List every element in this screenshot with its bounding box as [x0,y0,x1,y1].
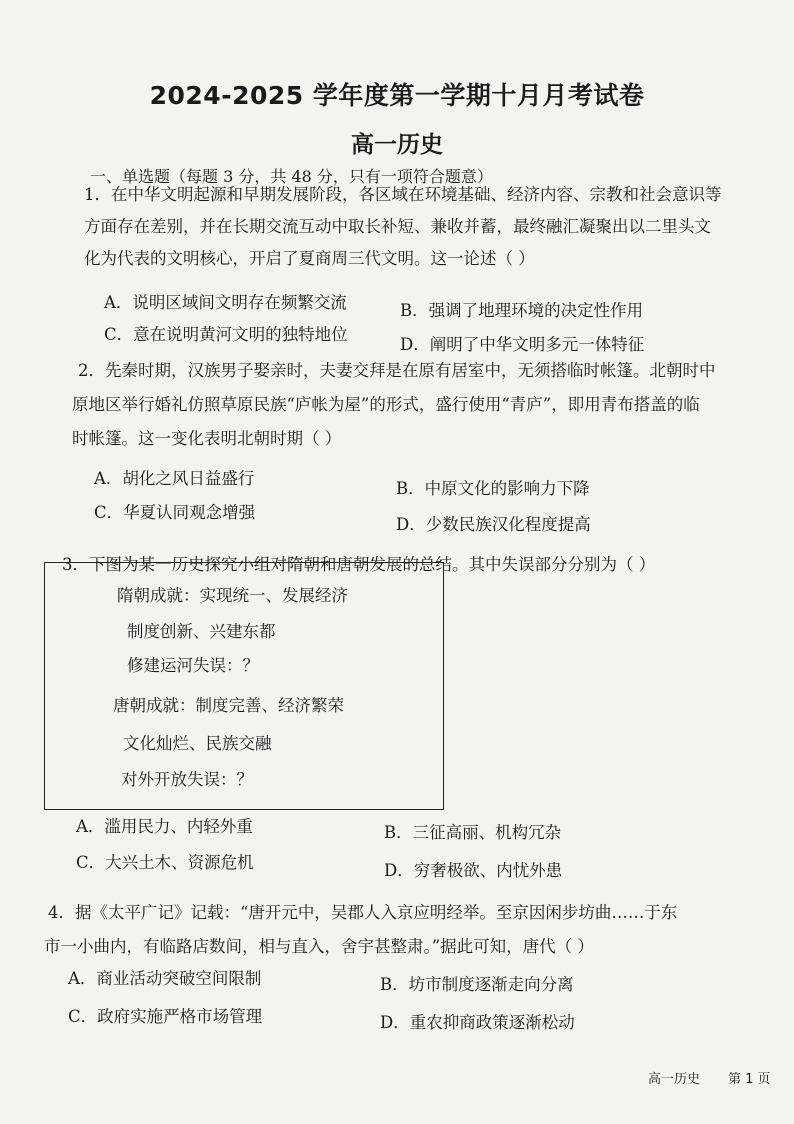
question-2-line-2: 原地区举行婚礼仿照草原民族“庐帐为屋”的形式，盛行使用“青庐”，即用青布搭盖的临 [72,395,700,414]
question-1-option-d[interactable]: D．阐明了中华文明多元一体特征 [400,335,645,354]
summary-box-line-4: 唐朝成就：制度完善、经济繁荣 [113,696,344,715]
question-4-option-b[interactable]: B．坊市制度逐渐走向分离 [380,975,574,994]
footer-subject: 高一历史 [648,1072,701,1087]
exam-title: 2024-2025 学年度第一学期十月月考试卷 [149,81,645,110]
question-1-line-3: 化为代表的文明核心，开启了夏商周三代文明。这一论述（ ） [84,249,535,268]
question-2-option-b[interactable]: B．中原文化的影响力下降 [396,479,590,498]
question-4-option-c[interactable]: C．政府实施严格市场管理 [68,1007,263,1026]
summary-box-line-1: 隋朝成就：实现统一、发展经济 [117,586,348,605]
question-1-option-a[interactable]: A．说明区域间文明存在频繁交流 [104,293,347,312]
summary-box-line-2: 制度创新、兴建东都 [127,622,276,641]
footer-page-number: 第 1 页 [728,1072,771,1087]
question-4-option-a[interactable]: A．商业活动突破空间限制 [68,969,262,988]
exam-subject: 高一历史 [351,132,443,158]
question-3-option-c[interactable]: C．大兴土木、资源危机 [76,853,254,872]
question-3-option-a[interactable]: A．滥用民力、内轻外重 [76,817,253,836]
summary-box-line-6: 对外开放失误：？ [121,770,253,789]
question-1-option-c[interactable]: C．意在说明黄河文明的独特地位 [104,325,348,344]
question-1-line-2: 方面存在差别，并在长期交流互动中取长补短、兼收并蓄，最终融汇凝聚出以二里头文 [84,217,711,236]
summary-box [44,562,444,810]
question-4-line-1: 4．据《太平广记》记载：“唐开元中，吴郡人入京应明经举。至京因闲步坊曲……于东 [48,903,678,922]
question-3-line-1: 3．下图为某一历史探究小组对隋朝和唐朝发展的总结。其中失误部分分别为（ ） [62,555,656,574]
question-3-option-d[interactable]: D．穷奢极欲、内忧外患 [384,861,563,880]
question-2-option-c[interactable]: C．华夏认同观念增强 [94,503,256,522]
summary-box-line-3: 修建运河失误：？ [127,656,259,675]
section-heading: 一、单选题（每题 3 分，共 48 分，只有一项符合题意） [90,167,493,186]
summary-box-line-5: 文化灿烂、民族交融 [123,734,272,753]
question-2-option-d[interactable]: D．少数民族汉化程度提高 [396,515,591,534]
question-2-line-3: 时帐篷。这一变化表明北朝时期（ ） [72,429,342,448]
question-3-option-b[interactable]: B．三征高丽、机构冗杂 [384,823,562,842]
page-footer [648,1068,794,1087]
question-4-option-d[interactable]: D．重农抑商政策逐渐松动 [380,1013,575,1032]
question-1-line-1: 1．在中华文明起源和早期发展阶段，各区域在环境基础、经济内容、宗教和社会意识等 [84,185,722,204]
question-4-line-2: 市一小曲内，有临路店数间，相与直入，舍宇甚整肃。”据此可知，唐代（ ） [44,937,594,956]
question-2-option-a[interactable]: A．胡化之风日益盛行 [94,469,255,488]
question-1-option-b[interactable]: B．强调了地理环境的决定性作用 [400,301,644,320]
question-2-line-1: 2．先秦时期，汉族男子娶亲时，夫妻交拜是在原有居室中，无须搭临时帐篷。北朝时中 [78,361,716,380]
